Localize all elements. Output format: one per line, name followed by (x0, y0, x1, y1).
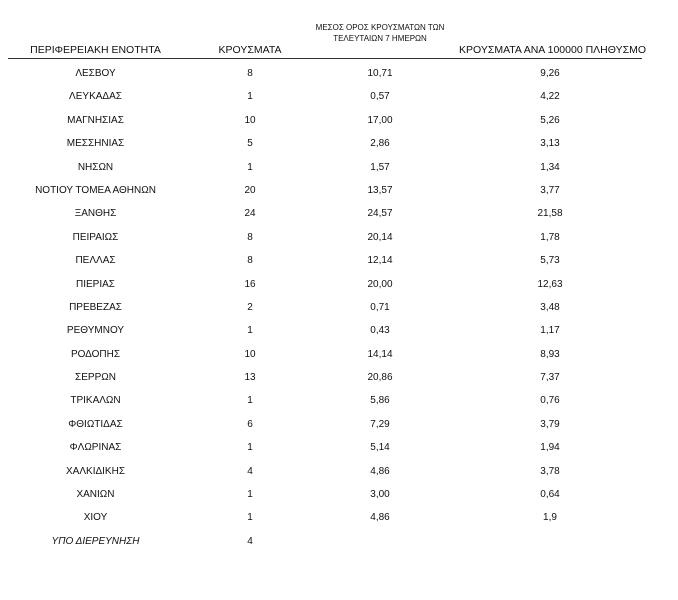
cell-region: ΧΑΛΚΙΔΙΚΗΣ (66, 465, 125, 477)
cell-per-100k: 5,26 (540, 114, 560, 126)
cell-cases: 16 (244, 278, 256, 290)
header-cases: ΚΡΟΥΣΜΑΤΑ (218, 44, 282, 56)
table-row (0, 250, 678, 273)
table-row (0, 180, 678, 203)
cell-per-100k: 0,64 (540, 489, 560, 501)
cell-cases: 1 (247, 325, 253, 337)
table-row (0, 507, 678, 530)
cell-7day-average: 24,57 (367, 208, 393, 220)
cell-7day-average: 20,14 (367, 231, 393, 243)
cell-region: ΜΑΓΝΗΣΙΑΣ (67, 114, 124, 126)
cell-per-100k: 8,93 (540, 348, 560, 360)
cell-7day-average: 1,57 (370, 161, 390, 173)
cell-per-100k: 3,13 (540, 138, 560, 150)
cell-region: ΦΛΩΡΙΝΑΣ (69, 442, 122, 454)
cell-7day-average: 14,14 (367, 348, 393, 360)
table-row (0, 414, 678, 437)
cell-7day-average: 10,71 (367, 68, 393, 79)
cell-7day-average: 20,00 (367, 278, 393, 290)
header-divider (8, 58, 642, 59)
table-row (0, 274, 678, 297)
cell-per-100k: 7,37 (540, 372, 560, 384)
cell-cases: 8 (247, 255, 253, 267)
cell-region: ΡΕΘΥΜΝΟΥ (66, 325, 125, 337)
cell-cases: 1 (247, 91, 253, 103)
cell-region: ΠΕΛΛΑΣ (75, 255, 116, 267)
cell-per-100k: 4,22 (540, 91, 560, 103)
table-header (0, 0, 678, 62)
cell-region: ΜΕΣΣΗΝΙΑΣ (66, 138, 125, 150)
cell-cases: 1 (247, 512, 253, 524)
cell-per-100k: 1,78 (540, 231, 560, 243)
cell-per-100k: 3,48 (540, 301, 560, 313)
cell-per-100k: 1,9 (543, 512, 557, 524)
cell-region: ΛΕΣΒΟΥ (75, 68, 116, 79)
cell-cases: 10 (244, 348, 256, 360)
cell-per-100k: 21,58 (537, 208, 563, 220)
cell-cases: 5 (247, 138, 253, 150)
cell-cases: 1 (247, 395, 253, 407)
cell-cases: 10 (244, 114, 256, 126)
cell-cases: 2 (247, 301, 253, 313)
cell-7day-average: 7,29 (370, 418, 390, 430)
cell-cases: 8 (247, 68, 253, 79)
table-row (0, 484, 678, 507)
table-row (0, 367, 678, 390)
cell-cases: 24 (244, 208, 256, 220)
cell-per-100k: 12,63 (537, 278, 563, 290)
cell-region: ΛΕΥΚΑΔΑΣ (69, 91, 122, 103)
cell-region: ΦΘΙΩΤΙΔΑΣ (68, 418, 123, 430)
table-row (0, 203, 678, 226)
cell-7day-average: 5,86 (370, 395, 390, 407)
cell-7day-average: 13,57 (367, 184, 393, 196)
cell-7day-average: 0,43 (370, 325, 390, 337)
table-row (0, 320, 678, 343)
cell-cases: 1 (247, 489, 253, 501)
cell-per-100k: 3,79 (540, 418, 560, 430)
table-row (0, 110, 678, 133)
table-row (0, 86, 678, 109)
cell-per-100k: 5,73 (540, 255, 560, 267)
header-region: ΠΕΡΙΦΕΡΕΙΑΚΗ ΕΝΟΤΗΤΑ (30, 44, 161, 56)
cell-region: ΣΕΡΡΩΝ (75, 372, 116, 384)
cell-region: ΝΟΤΙΟΥ ΤΟΜΕΑ ΑΘΗΝΩΝ (35, 184, 156, 196)
cell-cases: 6 (247, 418, 253, 430)
cell-7day-average: 0,71 (370, 301, 390, 313)
cell-region: ΧΑΝΙΩΝ (76, 489, 115, 501)
table-row (0, 531, 678, 554)
cell-cases: 1 (247, 442, 253, 454)
header-cases-per-100k: ΚΡΟΥΣΜΑΤΑ ΑΝΑ 100000 ΠΛΗΘΥΣΜΟ (459, 44, 646, 56)
cell-cases: 1 (247, 161, 253, 173)
header-7day-average: ΜΕΣΟΣ ΟΡΟΣ ΚΡΟΥΣΜΑΤΩΝ ΤΩΝ ΤΕΛΕΥΤΑΙΩΝ 7 ΗΜΕΡΩΝ (315, 23, 445, 43)
cell-7day-average: 0,57 (370, 91, 390, 103)
table-row (0, 344, 678, 367)
cell-cases: 13 (244, 372, 256, 384)
cell-cases: 4 (247, 465, 253, 477)
cell-region: ΞΑΝΘΗΣ (74, 208, 117, 220)
cell-region: ΝΗΣΩΝ (77, 161, 114, 173)
cell-per-100k: 9,26 (540, 68, 560, 79)
cell-per-100k: 1,17 (540, 325, 560, 337)
cell-region: ΠΕΙΡΑΙΩΣ (72, 231, 119, 243)
table-body (0, 63, 678, 554)
cell-per-100k: 3,77 (540, 184, 560, 196)
table-row (0, 437, 678, 460)
table-row (0, 461, 678, 484)
cell-region: ΡΟΔΟΠΗΣ (70, 348, 121, 360)
table-row (0, 63, 678, 86)
cell-per-100k: 3,78 (540, 465, 560, 477)
table-row (0, 297, 678, 320)
cell-region: ΠΡΕΒΕΖΑΣ (69, 301, 122, 313)
cell-region: ΤΡΙΚΑΛΩΝ (70, 395, 121, 407)
cell-per-100k: 1,34 (540, 161, 560, 173)
cell-cases: 20 (244, 184, 256, 196)
cell-per-100k: 0,76 (540, 395, 560, 407)
cell-7day-average: 17,00 (367, 114, 393, 126)
table-row (0, 157, 678, 180)
cell-7day-average: 20,86 (367, 372, 393, 384)
cell-7day-average: 4,86 (370, 512, 390, 524)
cell-7day-average: 3,00 (370, 489, 390, 501)
cell-region: ΥΠΟ ΔΙΕΡΕΥΝΗΣΗ (51, 535, 140, 547)
cell-region: ΧΙΟΥ (83, 512, 108, 524)
cell-cases: 8 (247, 231, 253, 243)
cell-7day-average: 2,86 (370, 138, 390, 150)
cell-cases: 4 (247, 535, 253, 547)
cell-per-100k: 1,94 (540, 442, 560, 454)
table-row (0, 133, 678, 156)
table-row (0, 390, 678, 413)
cell-7day-average: 12,14 (367, 255, 393, 267)
cell-7day-average: 4,86 (370, 465, 390, 477)
table-row (0, 227, 678, 250)
cell-7day-average: 5,14 (370, 442, 390, 454)
cell-region: ΠΙΕΡΙΑΣ (76, 278, 115, 290)
